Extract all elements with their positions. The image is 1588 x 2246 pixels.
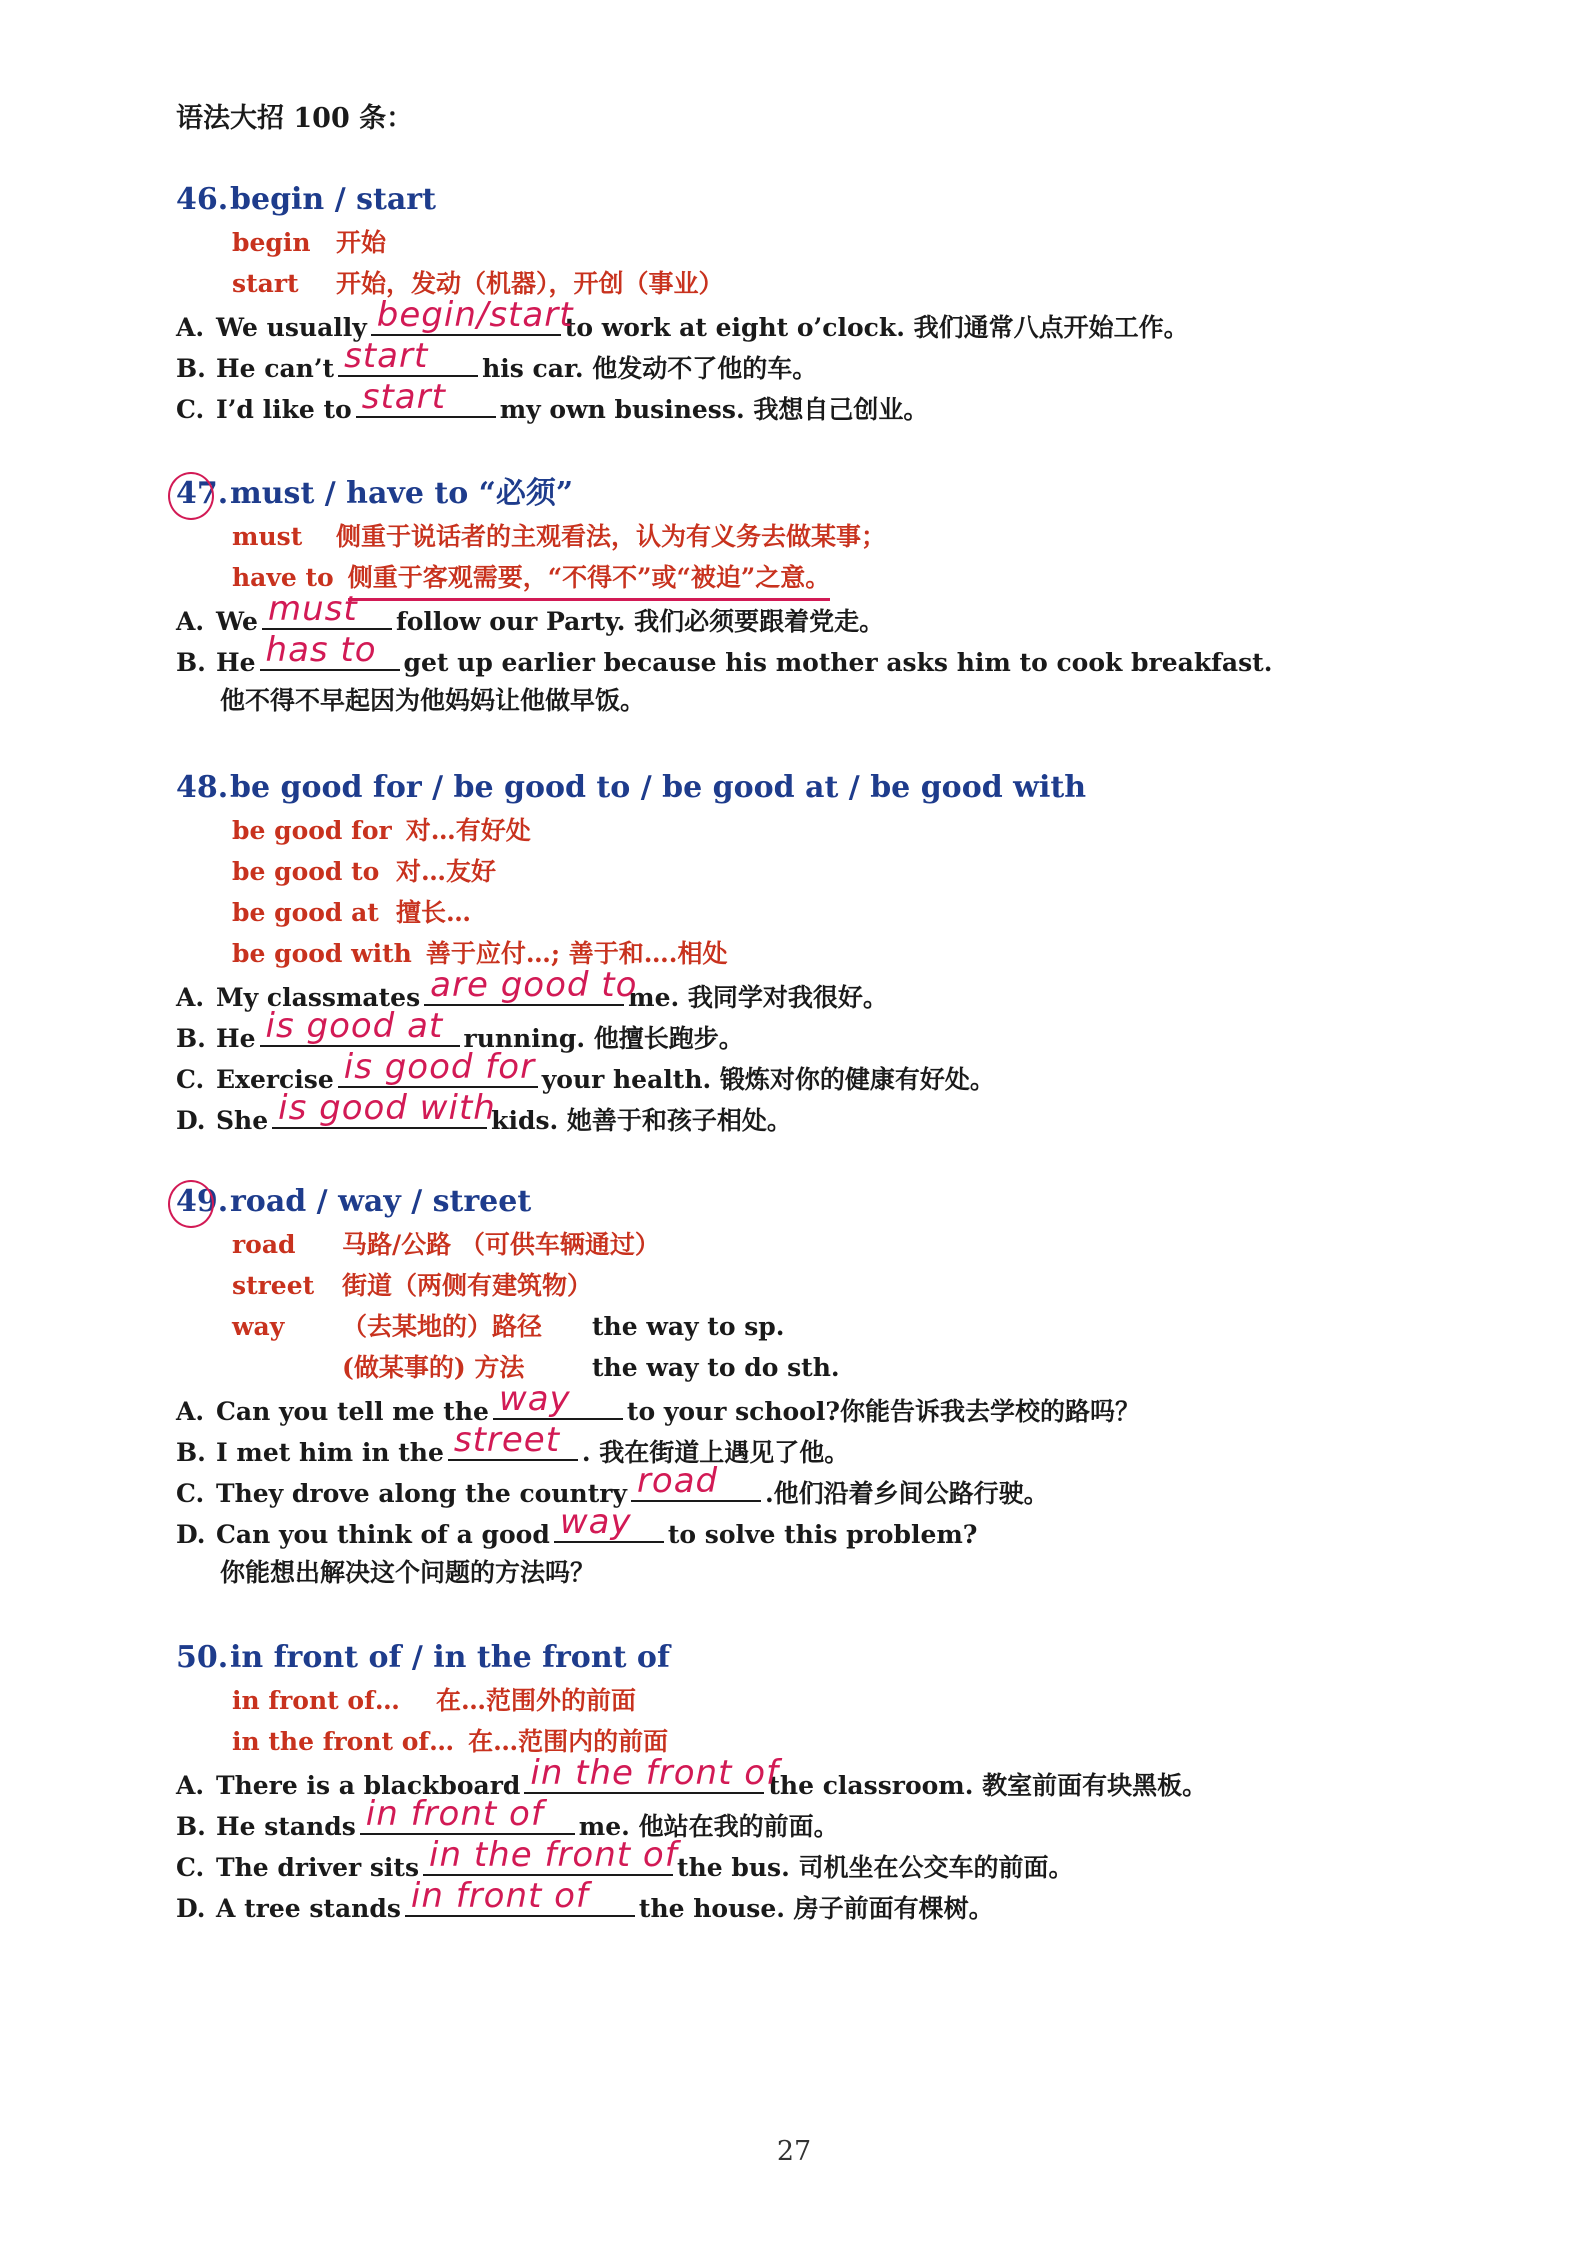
definition-term: begin [232,228,311,257]
handwritten-answer: must [267,589,358,629]
definition-term: start [232,269,299,298]
section-number: 49. [176,1184,229,1219]
example-text-before: There is a blackboard [216,1771,521,1800]
definition-meaning: 擅长… [396,898,472,927]
translation-line: 他不得不早起因为他妈妈让他做早饭。 [220,686,646,715]
definition-meaning: 侧重于客观需要，“不得不”或“被迫”之意。 [348,557,831,601]
answer-blank[interactable] [448,1420,578,1461]
section-title: begin / start [230,182,436,217]
definition-meaning: （去某地的）路径 [342,1312,543,1341]
answer-blank[interactable] [360,1794,575,1835]
answer-blank[interactable] [338,1047,538,1088]
handwritten-answer: way [498,1379,571,1419]
page-number: 27 [776,2136,812,2167]
example-label: A. [176,1397,205,1426]
definition-row [232,1224,1506,1265]
example-sentence [176,1794,1506,1844]
example-text-after: .他们沿着乡间公路行驶。 [764,1479,1049,1508]
definition-meaning: 马路/公路 （可供车辆通过） [342,1230,660,1259]
section-heading [176,472,1506,516]
example-label: B. [176,648,206,677]
section-title: be good for / be good to / be good at / be good with [230,770,1087,805]
example-text-after: me. 我同学对我很好。 [628,983,888,1012]
example-text-after: me. 他站在我的前面。 [578,1812,839,1841]
definition-row [232,1347,1506,1388]
section-number: 46. [176,182,229,217]
example-text-after: kids. 她善于和孩子相处。 [491,1106,792,1135]
section-heading [176,1636,1506,1680]
example-text-before: I’d like to [216,395,352,424]
answer-blank[interactable] [371,295,574,336]
example-sentence [176,1876,1506,1926]
example-text-before: He can’t [216,354,335,383]
section-title: in front of / in the front of [230,1640,670,1675]
handwritten-answer: is good for [343,1047,536,1087]
answer-blank[interactable] [405,1876,635,1917]
definition-row [232,1680,1506,1721]
definition-term: in front of… [232,1686,400,1715]
example-text-after: running. 他擅长跑步。 [463,1024,744,1053]
answer-blank[interactable] [524,1753,779,1794]
example-label: A. [176,1771,205,1800]
definition-term: be good with [232,939,412,968]
definition-term: be good to [232,857,380,886]
section-50 [176,1636,1506,1926]
example-label: D. [176,1520,206,1549]
definition-row [232,810,1506,851]
handwritten-answer: in the front of [530,1753,779,1793]
example-text-before: They drove along the country [216,1479,627,1508]
definition-row [232,222,1506,263]
example-label: B. [176,1024,206,1053]
section-heading [176,766,1506,810]
section-47 [176,472,1506,721]
example-text-after: to solve this problem? [667,1520,978,1549]
example-sentence [176,1379,1506,1429]
example-sentence [176,1502,1506,1552]
handwritten-circle-mark [168,1180,214,1228]
definition-meaning: 在…范围内的前面 [468,1727,669,1756]
example-text-before: Can you tell me the [216,1397,489,1426]
example-label: A. [176,607,205,636]
definition-row [232,851,1506,892]
handwritten-circle-mark [168,472,214,520]
example-label: B. [176,354,206,383]
handwritten-answer: in front of [410,1876,589,1916]
example-text-before: He stands [216,1812,356,1841]
example-sentence [176,377,1506,427]
example-text-before: We usually [216,313,367,342]
translation-line: 你能想出解决这个问题的方法吗？ [220,1558,596,1587]
definition-meaning: 对…友好 [396,857,497,886]
definition-row [232,892,1506,933]
example-text-after: the bus. 司机坐在公交车的前面。 [677,1853,1074,1882]
handwritten-answer: begin/start [376,295,574,335]
handwritten-answer: start [344,336,429,376]
handwritten-answer: in the front of [429,1835,678,1875]
example-sentence [176,1461,1506,1511]
section-number: 50. [176,1640,229,1675]
definition-meaning: 善于应付…; 善于和….相处 [425,939,728,968]
handwritten-answer: road [636,1461,719,1501]
example-label: A. [176,313,205,342]
answer-blank[interactable] [356,377,496,418]
example-text-before: Exercise [216,1065,334,1094]
definition-row [232,1721,1506,1762]
example-label: D. [176,1106,206,1135]
section-title: road / way / street [230,1184,532,1219]
example-text-after: your health. 锻炼对你的健康有好处。 [541,1065,995,1094]
definition-row [232,557,1506,598]
section-number: 47. [176,476,229,511]
definition-meaning: 侧重于说话者的主观看法，认为有义务去做某事； [336,522,887,551]
answer-blank[interactable] [493,1379,623,1420]
document-title: 语法大招 100 条： [176,103,414,134]
section-heading [176,1180,1506,1224]
definition-term: street [232,1271,315,1300]
example-label: C. [176,1065,205,1094]
section-title: must / have to “必须” [230,476,574,511]
example-label: B. [176,1812,206,1841]
example-sentence [176,1835,1506,1885]
handwritten-answer: in front of [365,1794,544,1834]
example-text-before: The driver sits [216,1853,420,1882]
example-text-before: He [216,1024,256,1053]
definition-meaning: 街道（两侧有建筑物） [342,1271,593,1300]
example-sentence [176,630,1506,680]
handwritten-answer: is good at [265,1006,444,1046]
example-text-before: My classmates [216,983,421,1012]
section-number: 48. [176,770,229,805]
handwritten-answer: are good to [430,965,638,1005]
definition-meaning: 在…范围外的前面 [436,1686,637,1715]
definition-meaning: 对…有好处 [405,816,531,845]
example-label: A. [176,983,205,1012]
answer-blank[interactable] [631,1461,761,1502]
example-label: C. [176,395,205,424]
definition-term: be good at [232,898,379,927]
answer-blank[interactable] [423,1835,678,1876]
example-text-after: his car. 他发动不了他的车。 [482,354,818,383]
definition-meaning: 开始 [336,228,387,257]
definition-term: have to [232,563,334,592]
definition-term: be good for [232,816,392,845]
definition-row [232,1265,1506,1306]
answer-blank[interactable] [272,1088,496,1129]
section-48 [176,766,1506,1138]
example-text-after: get up earlier because his mother asks him to cook breakfast. [403,648,1273,677]
answer-blank[interactable] [554,1502,664,1543]
example-text-before: She [216,1106,269,1135]
example-text-before: A tree stands [216,1894,401,1923]
definition-term: in the front of… [232,1727,455,1756]
example-label: C. [176,1853,205,1882]
example-text-after: the house. 房子前面有棵树。 [638,1894,994,1923]
example-label: C. [176,1479,205,1508]
answer-blank[interactable] [260,630,400,671]
handwritten-answer: street [453,1420,561,1460]
usage-example: the way to do sth. [592,1353,840,1382]
section-46 [176,178,1506,427]
example-text-after: my own business. 我想自己创业。 [499,395,929,424]
definition-term: road [232,1230,296,1259]
handwritten-answer: is good with [278,1088,496,1128]
answer-blank[interactable] [262,589,392,630]
example-sentence [176,1088,1506,1138]
handwritten-answer: way [559,1502,632,1542]
example-sentence [176,1420,1506,1470]
example-label: D. [176,1894,206,1923]
handwritten-answer: has to [265,630,377,670]
definition-term: must [232,522,303,551]
definition-meaning: 开始，发动（机器），开创（事业） [336,269,724,298]
example-label: B. [176,1438,206,1467]
definition-row [232,516,1506,557]
section-49 [176,1180,1506,1593]
example-text-after: to your school?你能告诉我去学校的路吗？ [626,1397,1141,1426]
definition-row [232,933,1506,974]
answer-blank[interactable] [338,336,478,377]
definition-term: way [232,1312,285,1341]
example-text-before: Can you think of a good [216,1520,550,1549]
usage-example: the way to sp. [592,1312,785,1341]
definition-row [232,1306,1506,1347]
section-heading [176,178,1506,222]
answer-blank[interactable] [260,1006,460,1047]
example-text-before: He [216,648,256,677]
handwritten-answer: start [361,377,446,417]
example-text-before: We [216,607,258,636]
example-text-after: . 我在街道上遇见了他。 [581,1438,850,1467]
example-text-after: to work at eight o’clock. 我们通常八点开始工作。 [564,313,1189,342]
answer-blank[interactable] [424,965,638,1006]
example-text-before: I met him in the [216,1438,444,1467]
definition-meaning: (做某事的) 方法 [342,1353,525,1382]
example-text-after: the classroom. 教室前面有块黑板。 [768,1771,1208,1800]
example-text-after: follow our Party. 我们必须要跟着党走。 [395,607,885,636]
